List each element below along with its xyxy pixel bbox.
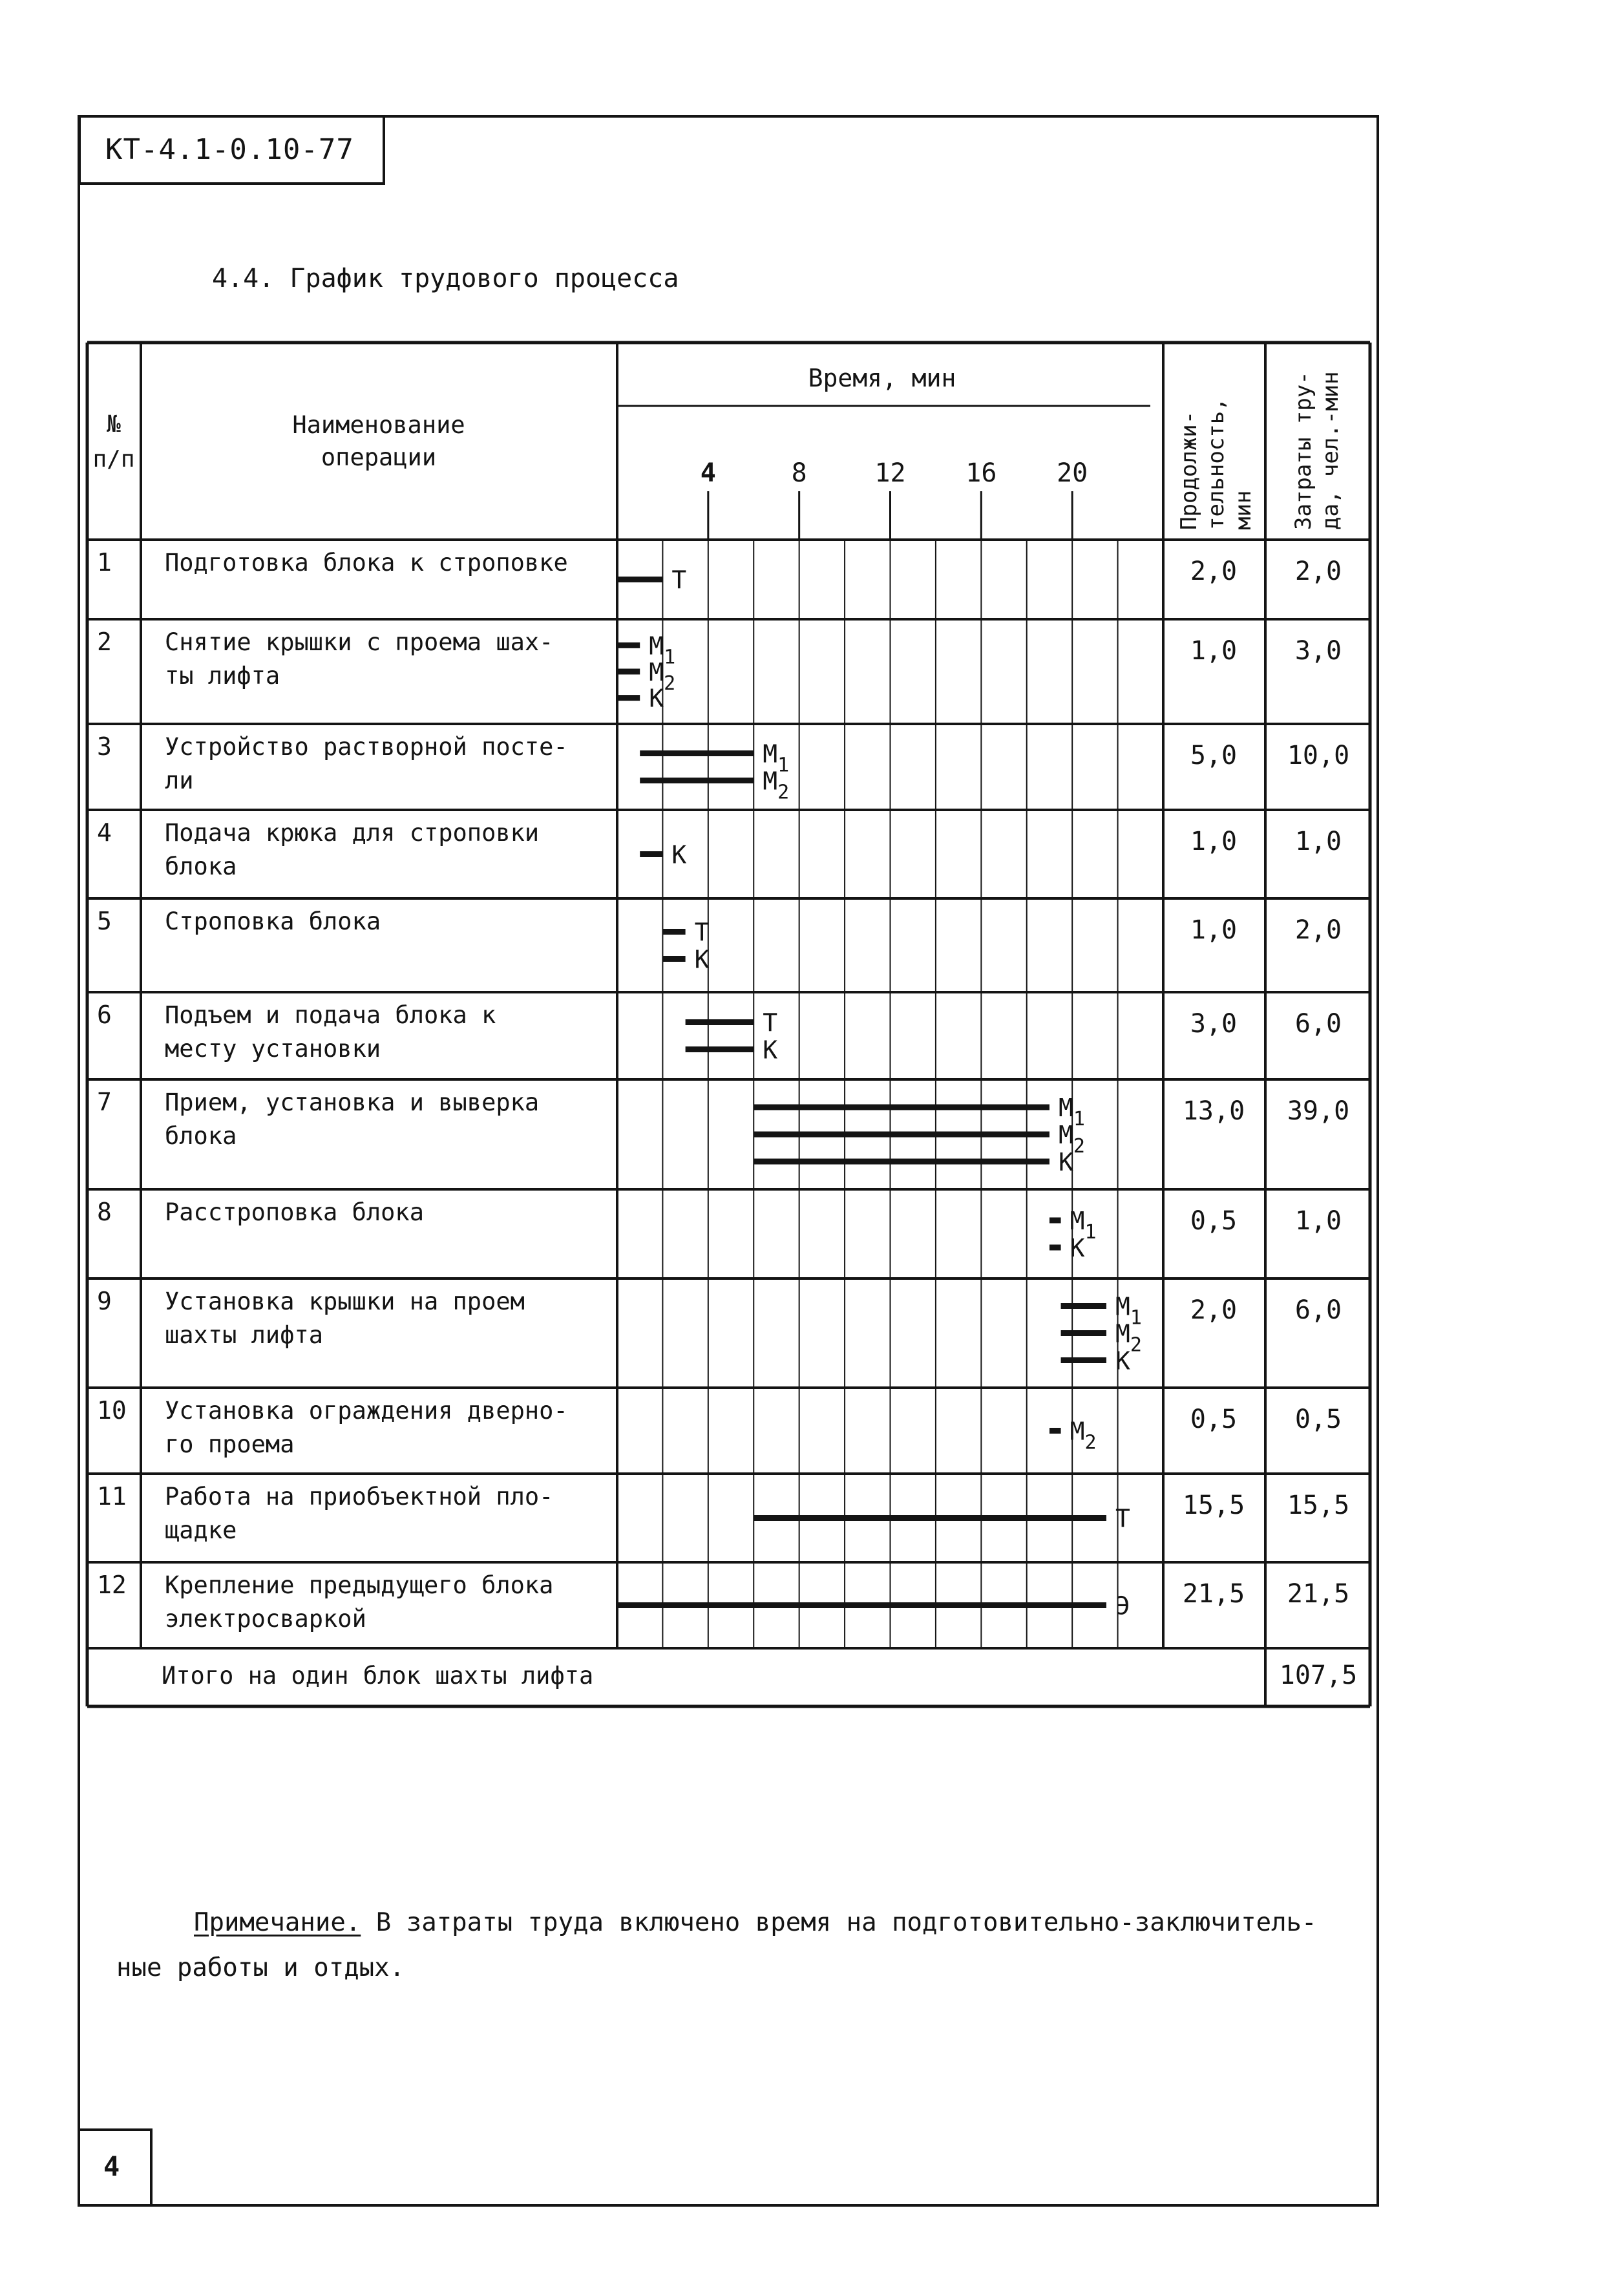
operation-name: месту установки — [165, 1035, 381, 1063]
worker-label-subscript: 2 — [1130, 1333, 1142, 1357]
worker-label-subscript: 1 — [1073, 1108, 1085, 1130]
operation-name: го проема — [165, 1430, 295, 1458]
header-time: Время, мин — [808, 364, 956, 392]
row-labor: 10,0 — [1287, 741, 1350, 770]
worker-label-subscript: 1 — [1084, 1221, 1097, 1244]
header-labor-line: да, чел.-мин — [1318, 371, 1344, 530]
page-number: 4 — [103, 2150, 120, 2182]
header-duration-line: тельность, — [1203, 398, 1229, 530]
worker-label: $М_1$ — [649, 631, 676, 669]
row-number: 11 — [97, 1482, 127, 1511]
operation-name: Расстроповка блока — [165, 1198, 424, 1226]
row-duration: 1,0 — [1190, 636, 1238, 666]
row-duration: 1,0 — [1190, 827, 1238, 856]
worker-label: К — [649, 684, 664, 713]
worker-label: $М_2$ — [763, 767, 790, 804]
worker-label: К — [671, 840, 687, 869]
operation-name: электросваркой — [165, 1605, 366, 1633]
row-labor: 2,0 — [1294, 557, 1342, 586]
note — [116, 1900, 1370, 1991]
section-title: 4.4. График трудового процесса — [212, 264, 679, 293]
worker-label: $М_1$ — [763, 739, 790, 777]
row-number: 6 — [97, 1001, 112, 1029]
operation-name: ли — [165, 767, 194, 794]
row-duration: 15,5 — [1182, 1491, 1245, 1520]
operation-name: Установка ограждения дверно- — [165, 1397, 568, 1425]
header-duration-line: Продолжи- — [1176, 410, 1202, 530]
row-number: 7 — [97, 1088, 112, 1116]
operation-name: шахты лифта — [165, 1321, 324, 1349]
row-labor: 21,5 — [1287, 1579, 1350, 1609]
operation-name: Снятие крышки с проема шах- — [165, 628, 554, 656]
worker-label: $М_2$ — [1115, 1319, 1142, 1357]
worker-label: $М_2$ — [649, 658, 676, 695]
header-number-label: п/п — [92, 446, 135, 472]
row-labor: 3,0 — [1294, 636, 1342, 666]
worker-label-subscript: 1 — [777, 754, 790, 777]
row-labor: 1,0 — [1294, 1206, 1342, 1236]
operation-name: Подъем и подача блока к — [165, 1001, 496, 1029]
operation-name: щадке — [165, 1516, 237, 1544]
worker-label-subscript: 2 — [664, 672, 676, 695]
row-number: 2 — [97, 628, 112, 656]
row-number: 4 — [97, 818, 112, 847]
time-tick-label: 20 — [1057, 458, 1088, 488]
worker-label: К — [1115, 1346, 1130, 1375]
header-duration-line: мин — [1230, 490, 1256, 530]
operation-name: Строповка блока — [165, 907, 381, 935]
header-duration-group — [1176, 398, 1256, 530]
total-value: 107,5 — [1279, 1660, 1358, 1690]
page-number-box — [78, 2128, 153, 2205]
operation-name: Установка крышки на проем — [165, 1288, 525, 1315]
row-duration: 0,5 — [1190, 1206, 1238, 1236]
header-operation-line-1: Наименование — [292, 411, 465, 439]
document-code: КТ-4.1-0.10-77 — [105, 133, 354, 166]
row-duration: 2,0 — [1190, 557, 1238, 586]
time-tick-label: 12 — [874, 458, 906, 488]
worker-label-subscript: 1 — [1130, 1306, 1142, 1330]
row-number: 8 — [97, 1198, 112, 1226]
worker-label-subscript: 2 — [777, 781, 790, 804]
row-labor: 6,0 — [1294, 1295, 1342, 1325]
row-duration: 2,0 — [1190, 1295, 1238, 1325]
row-number: 9 — [97, 1287, 112, 1315]
header-number-symbol: № — [107, 411, 121, 438]
row-labor: 39,0 — [1287, 1096, 1350, 1126]
note-label: Примечание. — [194, 1908, 361, 1937]
worker-label-subscript: 2 — [1084, 1431, 1097, 1454]
row-duration: 1,0 — [1190, 915, 1238, 945]
operation-name: Работа на приобъектной пло- — [165, 1483, 554, 1511]
worker-label: К — [763, 1035, 778, 1065]
worker-label: $М_1$ — [1070, 1207, 1097, 1244]
row-labor: 0,5 — [1294, 1405, 1342, 1434]
operation-name: Подача крюка для строповки — [165, 819, 540, 847]
worker-label: $М_2$ — [1058, 1121, 1085, 1158]
row-labor: 1,0 — [1294, 827, 1342, 856]
row-number: 3 — [97, 732, 112, 761]
worker-label: $М_2$ — [1070, 1417, 1097, 1454]
note-text: В затраты труда включено время на подготовительно-заключитель- — [361, 1908, 1317, 1937]
time-tick-label: 8 — [791, 458, 807, 488]
worker-label-subscript: 2 — [1073, 1135, 1085, 1158]
header-labor-group — [1291, 371, 1344, 530]
header-operation-line-2: операции — [321, 443, 437, 471]
worker-label: $М_1$ — [1058, 1094, 1085, 1130]
row-labor: 6,0 — [1294, 1009, 1342, 1039]
row-number: 10 — [97, 1396, 127, 1425]
worker-label-subscript: 1 — [664, 646, 676, 669]
worker-label: К — [694, 945, 710, 974]
row-duration: 21,5 — [1182, 1579, 1245, 1609]
operation-name: блока — [165, 1122, 237, 1150]
operation-name: блока — [165, 853, 237, 880]
worker-label: Т — [763, 1008, 778, 1037]
operation-name: Подготовка блока к строповке — [165, 549, 568, 577]
worker-label: Э — [1115, 1591, 1130, 1620]
worker-label: К — [1058, 1148, 1073, 1176]
time-tick-label: 4 — [700, 458, 716, 488]
worker-label: Т — [694, 918, 710, 947]
time-tick-label: 16 — [965, 458, 997, 488]
row-number: 5 — [97, 907, 112, 935]
row-duration: 0,5 — [1190, 1405, 1238, 1434]
worker-label: $М_1$ — [1115, 1292, 1142, 1330]
worker-label: Т — [1115, 1504, 1130, 1533]
row-labor: 2,0 — [1294, 915, 1342, 945]
worker-label: К — [1070, 1234, 1085, 1262]
row-labor: 15,5 — [1287, 1491, 1350, 1520]
operation-name: Прием, установка и выверка — [165, 1088, 540, 1116]
operation-name: Устройство растворной посте- — [165, 733, 568, 761]
operation-name: ты лифта — [165, 662, 280, 690]
note-text-continued: ные работы и отдых. — [116, 1953, 405, 1982]
row-number: 12 — [97, 1571, 127, 1599]
row-duration: 13,0 — [1182, 1096, 1245, 1126]
row-duration: 5,0 — [1190, 741, 1238, 770]
operation-name: Крепление предыдущего блока — [165, 1571, 554, 1599]
header-labor-line: Затраты тру- — [1291, 371, 1316, 530]
row-number: 1 — [97, 548, 112, 577]
total-label: Итого на один блок шахты лифта — [162, 1662, 594, 1690]
worker-label: Т — [671, 566, 687, 595]
row-duration: 3,0 — [1190, 1009, 1238, 1039]
